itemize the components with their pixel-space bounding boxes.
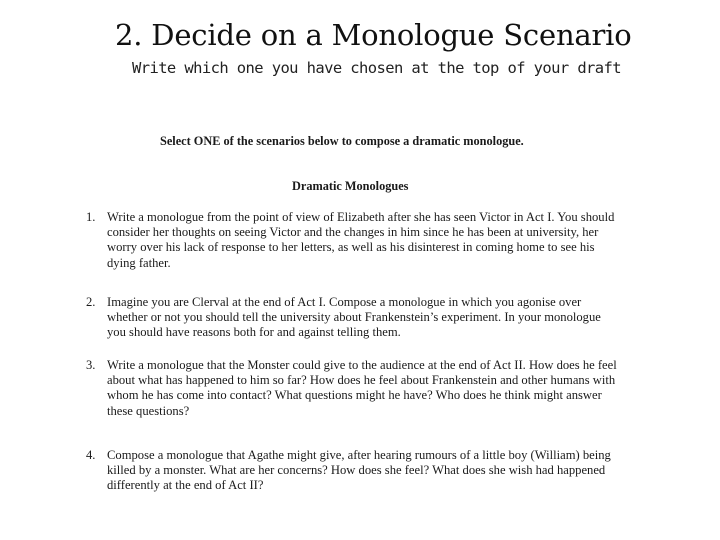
scenario-text — [107, 295, 642, 341]
scenario-number: 3. — [86, 358, 96, 372]
scenario-line: Compose a monologue that Agathe might give, after hearing rumours of a little boy (William) being — [107, 448, 611, 462]
scenario-line: whether or not you should tell the university about Frankenstein’s experiment. In your monologue — [107, 310, 601, 325]
scenario-line: about what has happened to him so far? How does he feel about Frankenstein and other humans with — [107, 373, 616, 388]
scenario-line: you should have reasons both for and against telling them. — [107, 325, 401, 340]
scenario-number: 4. — [86, 448, 96, 462]
scenario-line: killed by a monster. What are her concerns? How does she feel? What does she wish had happened — [107, 463, 606, 478]
document-subheading: Dramatic Monologues — [292, 179, 409, 193]
scenario-line: dying father. — [107, 255, 171, 270]
scenario-line: Write a monologue from the point of view of Elizabeth after she has seen Victor in Act I. You should — [107, 210, 615, 224]
scenario-text — [107, 448, 642, 494]
scenario-line: worry over his lack of response to her letters, as well as his disinterest in coming home to see his — [107, 240, 595, 255]
scenario-line: whom he has come into contact? What questions might he have? Who does he think might answer — [107, 388, 602, 403]
scenario-number: 2. — [86, 295, 96, 309]
scenario-line: these questions? — [107, 403, 190, 418]
scenario-text — [107, 210, 642, 271]
scenario-line: Write a monologue that the Monster could give to the audience at the end of Act II. How does he feel — [107, 358, 617, 372]
scenario-line: differently at the end of Act II? — [107, 478, 264, 493]
scenario-number: 1. — [86, 210, 96, 224]
slide-subtitle: Write which one you have chosen at the top of your draft — [132, 59, 621, 77]
scenario-document — [82, 128, 642, 498]
scenario-line: consider her thoughts on seeing Victor and the changes in him since he has been at university, her — [107, 225, 599, 240]
document-heading: Select ONE of the scenarios below to compose a dramatic monologue. — [160, 134, 524, 148]
scenario-line: Imagine you are Clerval at the end of Act I. Compose a monologue in which you agonise over — [107, 295, 582, 309]
scenario-text — [107, 358, 642, 419]
slide-title: 2. Decide on a Monologue Scenario — [115, 18, 632, 52]
